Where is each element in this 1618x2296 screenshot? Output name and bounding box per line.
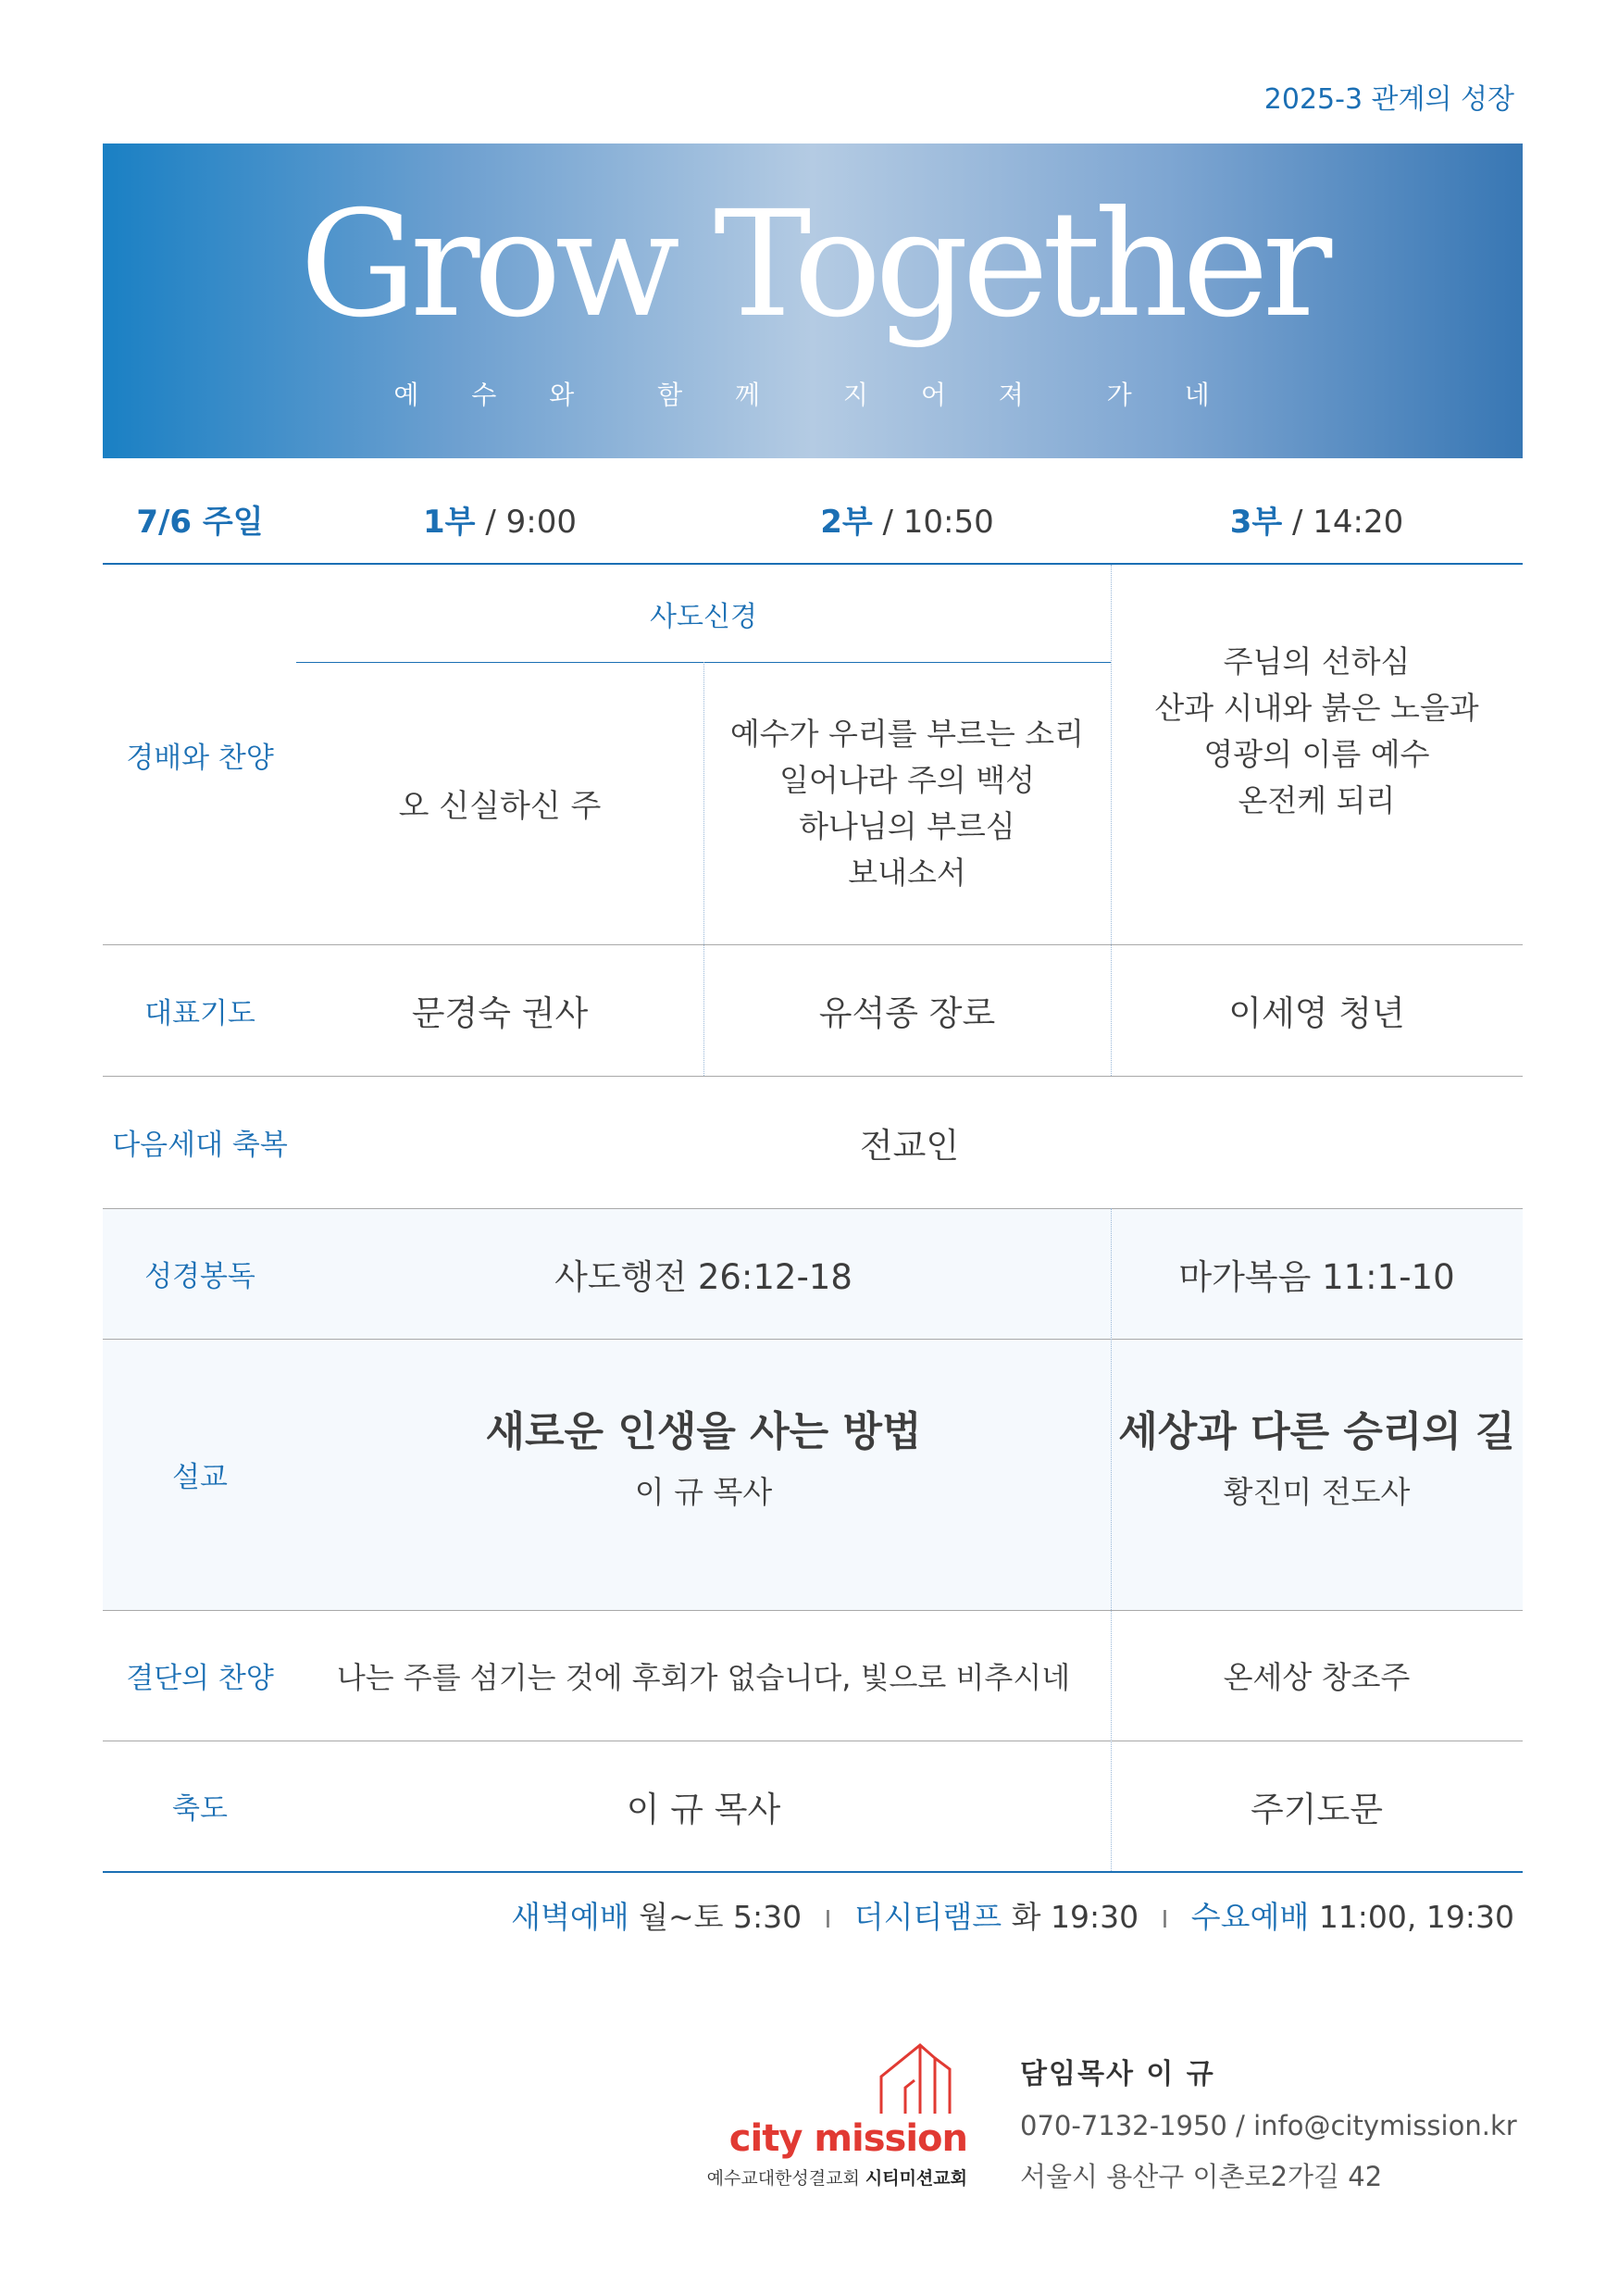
phone-email: 070-7132-1950 / info@citymission.kr	[1020, 2110, 1517, 2141]
series-label: 2025-3 관계의 성장	[1263, 83, 1514, 116]
response-1-2: 나는 주를 섬기는 것에 후회가 없습니다, 빛으로 비추시네	[336, 1659, 1071, 1695]
address: 서울시 용산구 이촌로2가길 42	[1020, 2161, 1383, 2192]
creed-label: 사도신경	[650, 600, 757, 633]
church-logo	[648, 2041, 967, 2190]
blessing-value: 전교인	[859, 1125, 960, 1166]
separator: I	[1161, 1906, 1169, 1934]
service-2-header	[703, 481, 1111, 555]
song-item: 예수가 우리를 부르는 소리	[729, 715, 1085, 752]
song-item: 영광의 이름 예수	[1203, 736, 1430, 772]
prayer-2: 유석종 장로	[818, 993, 996, 1033]
song-item: 산과 시내와 붉은 노을과	[1154, 690, 1479, 726]
sermon-1-2	[296, 1339, 1111, 1570]
lamp-time: 화 19:30	[1011, 1899, 1139, 1935]
song-item: 온전케 되리	[1238, 782, 1396, 818]
benediction-3: 주기도문	[1251, 1789, 1383, 1829]
service-2-name: 2부	[820, 503, 873, 541]
scripture-1-2: 사도행전 26:12-18	[554, 1256, 853, 1297]
song-item: 보내소서	[848, 854, 966, 891]
worship-songs-3	[1111, 565, 1523, 898]
benediction-label: 축도	[172, 1792, 228, 1826]
banner-title: Grow Together	[299, 180, 1326, 350]
service-1-time: / 9:00	[485, 503, 577, 541]
service-1-name: 1부	[423, 503, 476, 541]
service-1-header	[296, 481, 703, 555]
worship-label: 경배와 찬양	[126, 741, 274, 775]
wed-label: 수요예배	[1190, 1899, 1310, 1935]
denomination: 예수교대한성결교회	[706, 2168, 860, 2189]
service-3-header	[1111, 481, 1523, 555]
sermon-title: 새로운 인생을 사는 방법	[485, 1407, 922, 1455]
response-3: 온세상 창조주	[1223, 1659, 1411, 1695]
banner-subtitle: 예 수 와 함 께 지 어 져 가 네	[393, 380, 1232, 410]
service-3-name: 3부	[1229, 503, 1283, 541]
building-icon	[877, 2041, 965, 2115]
benediction-1-2: 이 규 목사	[626, 1789, 781, 1829]
sermon-3	[1111, 1339, 1523, 1570]
sermon-preacher: 이 규 목사	[634, 1473, 773, 1510]
church-name: 시티미션교회	[865, 2168, 967, 2189]
song-item: 일어나라 주의 백성	[778, 761, 1035, 798]
scripture-label: 성경봉독	[144, 1260, 255, 1293]
title-banner	[103, 144, 1523, 458]
service-3-time: / 14:20	[1292, 503, 1404, 541]
sermon-title: 세상과 다른 승리의 길	[1118, 1407, 1515, 1455]
song-item: 하나님의 부르심	[799, 807, 1015, 844]
contact-info	[1020, 2051, 1517, 2194]
prayer-label: 대표기도	[144, 996, 255, 1030]
sermon-preacher: 황진미 전도사	[1223, 1473, 1411, 1510]
worship-songs-1: 오 신실하신 주	[398, 788, 602, 825]
dawn-label: 새벽예배	[511, 1899, 629, 1935]
prayer-3: 이세영 청년	[1228, 993, 1405, 1033]
service-2-time: / 10:50	[882, 503, 994, 541]
weekly-services	[511, 1893, 1514, 1937]
logo-wordmark: city mission	[728, 2117, 967, 2160]
pastor-name: 담임목사 이 규	[1020, 2058, 1215, 2090]
lamp-label: 더시티램프	[853, 1899, 1002, 1935]
wed-time: 11:00, 19:30	[1318, 1899, 1514, 1935]
separator: I	[824, 1906, 832, 1934]
table-bottom-line	[103, 1871, 1523, 1873]
song-item: 주님의 선하심	[1223, 643, 1411, 680]
sermon-label: 설교	[172, 1461, 228, 1494]
logo-subtitle	[707, 2165, 967, 2190]
blessing-label: 다음세대 축복	[112, 1129, 288, 1162]
response-label: 결단의 찬양	[126, 1662, 274, 1695]
service-date: 7/6 주일	[136, 503, 264, 541]
worship-songs-2	[703, 662, 1111, 944]
dawn-time: 월~토 5:30	[639, 1899, 803, 1935]
prayer-1: 문경숙 권사	[411, 993, 589, 1033]
scripture-3: 마가복음 11:1-10	[1178, 1256, 1455, 1297]
